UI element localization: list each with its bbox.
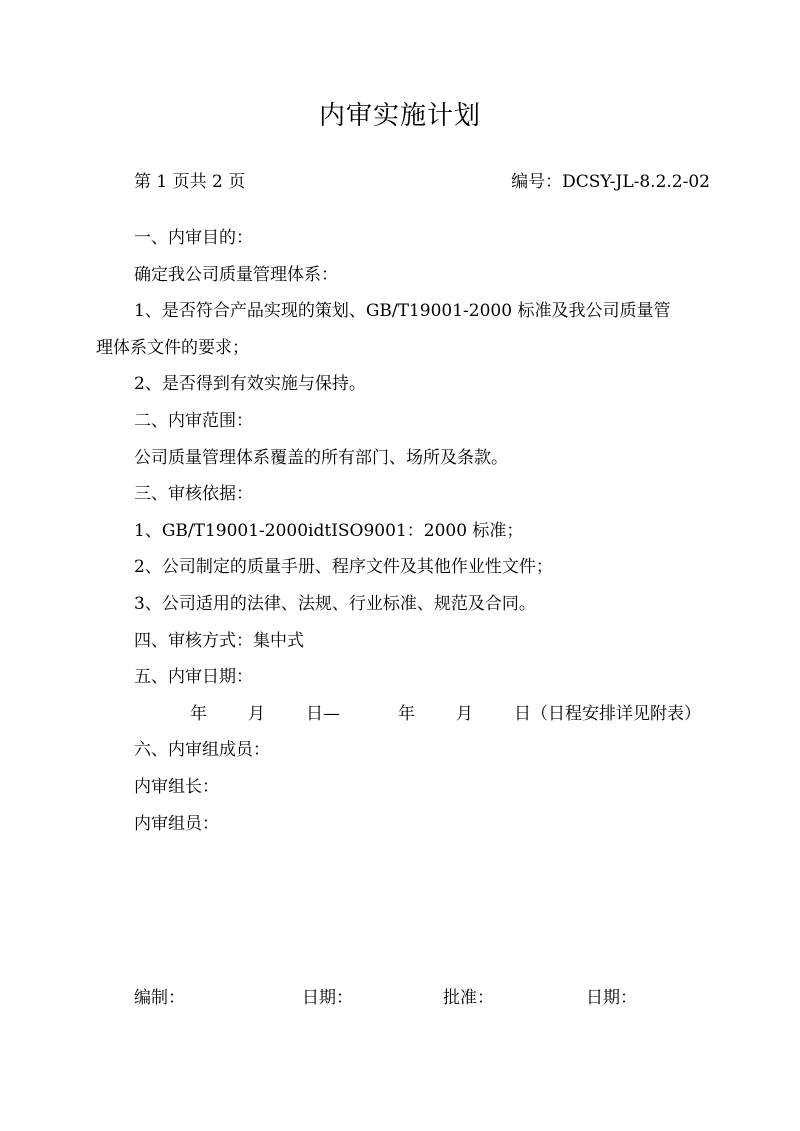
date-year-2: 年 xyxy=(398,703,415,724)
document-body xyxy=(96,220,712,842)
section-2-text: 公司质量管理体系覆盖的所有部门、场所及条款。 xyxy=(134,447,508,468)
approved-date-label: 日期： xyxy=(586,988,637,1008)
section-1-item-2: 2、是否得到有效实施与保持。 xyxy=(134,374,366,395)
section-6-heading: 六、内审组成员： xyxy=(134,740,270,761)
section-3-heading: 三、审核依据： xyxy=(134,484,253,505)
date-year-1: 年 xyxy=(190,703,207,724)
audit-team-leader: 内审组长： xyxy=(134,776,219,797)
document-number: 编号：DCSY-JL-8.2.2-02 xyxy=(511,172,710,192)
prepared-by-label: 编制： xyxy=(134,988,185,1008)
prepared-date-label: 日期： xyxy=(302,988,353,1008)
audit-team-members: 内审组员： xyxy=(134,813,219,834)
audit-date-line xyxy=(96,696,712,733)
section-5-heading: 五、内审日期： xyxy=(134,667,253,688)
date-month-2: 月 xyxy=(456,703,473,724)
section-1-heading: 一、内审目的： xyxy=(134,228,253,248)
section-1-item-1-line-2: 理体系文件的要求； xyxy=(96,337,249,358)
document-title: 内审实施计划 xyxy=(318,101,481,131)
approved-by-label: 批准： xyxy=(443,988,494,1008)
section-3-item-2: 2、公司制定的质量手册、程序文件及其他作业性文件； xyxy=(134,557,553,578)
section-3-item-1: 1、GB/T19001-2000idtISO9001：2000 标准； xyxy=(134,520,524,541)
page-info: 第 1 页共 2 页 xyxy=(134,172,246,192)
date-month-1: 月 xyxy=(248,703,265,724)
section-4-heading: 四、审核方式：集中式 xyxy=(134,630,304,651)
document-meta xyxy=(134,166,710,198)
signature-footer xyxy=(134,982,710,1014)
section-1-item-1-line-1: 1、是否符合产品实现的策划、GB/T19001-2000 标准及我公司质量管 xyxy=(134,301,671,322)
section-2-heading: 二、内审范围： xyxy=(134,410,253,431)
date-day-2: 日（日程安排详见附表） xyxy=(514,703,701,724)
section-3-item-3: 3、公司适用的法律、法规、行业标准、规范及合同。 xyxy=(134,593,536,614)
section-1-intro: 确定我公司质量管理体系： xyxy=(134,264,338,285)
date-day-1: 日— xyxy=(306,703,340,724)
